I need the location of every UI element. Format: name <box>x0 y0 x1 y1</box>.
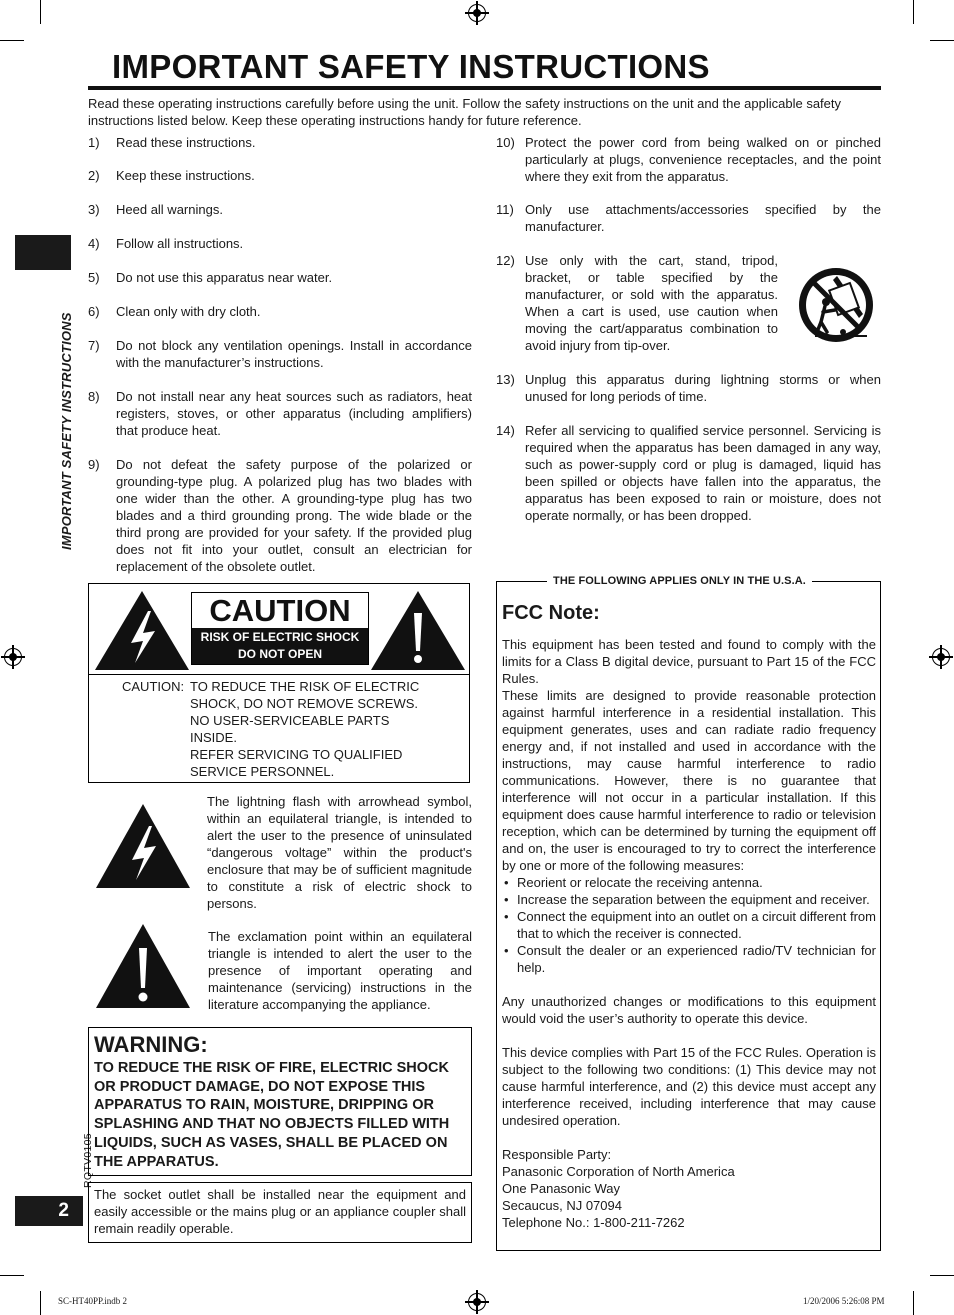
section-tab-block <box>15 235 71 270</box>
fcc-paragraph: This equipment has been tested and found to comply with the limits for a Class B digital device, pursuant to Part 15 of the FCC Rules. <box>502 637 876 686</box>
lightning-explanation: The lightning flash with arrowhead symbol, within an equilateral triangle, is intended to alert the user to the presence of uninsulated “dangerous voltage” within the product's enclosure that may be of sufficient magnitude to constitute a risk of electric shock to persons. <box>207 794 472 911</box>
footer-file-name: SC-HT40PP.indb 2 <box>58 1296 128 1306</box>
responsible-party-line: Responsible Party: <box>502 1147 612 1162</box>
fcc-paragraph: Any unauthorized changes or modifications to this equipment would void the user’s authority to operate this device. <box>502 994 876 1026</box>
caution-divider <box>89 674 469 675</box>
caution-line: INSIDE. <box>190 730 237 745</box>
caution-text <box>190 678 460 780</box>
item-text: Protect the power cord from being walked on or pinched particularly at plugs, convenience receptacles, and the point where they exit from the apparatus. <box>525 135 881 184</box>
item-text: Do not install near any heat sources such as radiators, heat registers, stoves, or other apparatus (including amplifiers) that produce heat. <box>116 389 472 438</box>
item-text: Use only with the cart, stand, tripod, bracket, or table specified by the manufacturer, or sold with the apparatus. When a cart is used, use caution when moving the cart/apparatus combination to avoid injury from tip-over. <box>525 253 778 353</box>
crop-mark <box>40 0 41 24</box>
item-number: 5) <box>88 270 100 285</box>
fcc-paragraph: These limits are designed to provide reasonable protection against harmful interference in a residential installation. This equipment generates, uses and can radiate radio frequency energy and, if not installed and used in accordance with the instructions, may cause harmful interference to radio communications. However, there is no guarantee that interference will not occur in a particular installation. If this equipment does cause harmful interference to radio or television reception, which can be determined by turning the equipment off and on, the user is encouraged to try to correct the interference by one or more of the following measures: <box>502 688 876 873</box>
caution-line: NO USER-SERVICEABLE PARTS <box>190 713 390 728</box>
item-number: 6) <box>88 304 100 319</box>
warning-box <box>88 1027 472 1176</box>
caution-word: CAUTION <box>209 593 351 628</box>
responsible-party-line: Panasonic Corporation of North America <box>502 1164 735 1179</box>
item-number: 9) <box>88 457 100 472</box>
lightning-triangle-icon <box>94 802 192 890</box>
item-number: 13) <box>496 372 515 387</box>
fcc-bullet: • Increase the separation between the equipment and receiver. <box>502 891 876 908</box>
responsible-party-line: Secaucus, NJ 07094 <box>502 1198 622 1213</box>
risk-line-2: DO NOT OPEN <box>192 647 368 664</box>
document-code: RQTV0105 <box>82 1133 94 1188</box>
item-number: 1) <box>88 135 100 150</box>
item-text: Clean only with dry cloth. <box>116 304 261 319</box>
warning-body: TO REDUCE THE RISK OF FIRE, ELECTRIC SHOCK OR PRODUCT DAMAGE, DO NOT EXPOSE THIS APPARATUS TO RAIN, MOISTURE, DRIPPING OR SPLASHING AND THAT NO OBJECTS FILLED WITH LIQUIDS, SUCH AS VASES, SHALL BE PLACED ON THE APPARATUS. <box>94 1060 450 1170</box>
item-number: 14) <box>496 423 515 438</box>
registration-mark-icon <box>4 648 22 666</box>
item-number: 12) <box>496 253 515 268</box>
fcc-body <box>502 636 876 1231</box>
cart-tipover-warning-icon <box>797 266 875 344</box>
intro-paragraph: Read these operating instructions carefully before using the unit. Follow the safety instructions on the unit and the applicable safety instructions listed below. Keep these operating instructions handy for future reference. <box>88 96 842 128</box>
item-text: Follow all instructions. <box>116 236 244 251</box>
item-text: Do not defeat the safety purpose of the polarized or grounding-type plug. A polarized plug has two blades with one wider than the other. A grounding-type plug has two blades and a third grounding prong. The wide blade or the third prong are provided for your safety. If the provided plug does not fit into your outlet, consult an electrician for replacement of the obsolete outlet. <box>116 457 472 574</box>
fcc-bullet: • Reorient or relocate the receiving antenna. <box>502 874 876 891</box>
fcc-title: FCC Note: <box>502 602 600 624</box>
item-number: 8) <box>88 389 100 404</box>
fcc-bullet: • Connect the equipment into an outlet on a circuit different from that to which the receiver is connected. <box>502 908 876 942</box>
item-text: Heed all warnings. <box>116 202 223 217</box>
risk-line-1: RISK OF ELECTRIC SHOCK <box>192 628 368 647</box>
crop-mark <box>40 1291 41 1315</box>
exclamation-triangle-icon <box>369 589 467 672</box>
title-rule <box>88 86 881 90</box>
registration-mark-icon <box>468 1293 486 1311</box>
crop-mark <box>930 40 954 41</box>
caution-box <box>88 583 470 783</box>
caution-line: SHOCK, DO NOT REMOVE SCREWS. <box>190 696 419 711</box>
exclamation-triangle-icon <box>94 922 192 1010</box>
caution-line: TO REDUCE THE RISK OF ELECTRIC <box>190 679 420 694</box>
responsible-party-line: Telephone No.: 1-800-211-7262 <box>502 1215 685 1230</box>
exclamation-explanation: The exclamation point within an equilateral triangle is intended to alert the user to the presence of important operating and maintenance (servicing) instructions in the literature accompanying the appliance. <box>208 929 472 1012</box>
page-title: IMPORTANT SAFETY INSTRUCTIONS <box>112 48 710 85</box>
registration-mark-icon <box>468 4 486 22</box>
socket-note: The socket outlet shall be installed near the equipment and easily accessible or the mains plug or an appliance coupler shall remain readily operable. <box>88 1182 472 1243</box>
caution-line: REFER SERVICING TO QUALIFIED <box>190 747 403 762</box>
item-number: 11) <box>496 202 514 217</box>
caution-label <box>191 592 369 665</box>
item-text: Unplug this apparatus during lightning storms or when unused for long periods of time. <box>525 372 881 404</box>
responsible-party-line: One Panasonic Way <box>502 1181 621 1196</box>
crop-mark <box>0 1275 24 1276</box>
fcc-box <box>496 575 881 1251</box>
item-number: 7) <box>88 338 100 353</box>
side-section-label: IMPORTANT SAFETY INSTRUCTIONS <box>59 312 74 550</box>
caution-line: SERVICE PERSONNEL. <box>190 764 335 779</box>
item-text: Read these instructions. <box>116 135 256 150</box>
crop-mark <box>930 1275 954 1276</box>
caution-text-label: CAUTION: <box>122 679 185 694</box>
crop-mark <box>0 40 24 41</box>
item-number: 4) <box>88 236 100 251</box>
item-text: Keep these instructions. <box>116 168 255 183</box>
fcc-header: THE FOLLOWING APPLIES ONLY IN THE U.S.A. <box>547 575 812 587</box>
registration-mark-icon <box>932 648 950 666</box>
fcc-bullet: • Consult the dealer or an experienced radio/TV technician for help. <box>502 942 876 976</box>
fcc-paragraph: This device complies with Part 15 of the FCC Rules. Operation is subject to the following two conditions: (1) This device may not cause harmful interference, and (2) this device must accept any interference received, including interference that may cause undesired operation. <box>502 1045 876 1128</box>
lightning-triangle-icon <box>93 589 191 672</box>
item-number: 3) <box>88 202 100 217</box>
item-text: Only use attachments/accessories specified by the manufacturer. <box>525 202 881 234</box>
crop-mark <box>913 0 914 24</box>
item-text: Refer all servicing to qualified service personnel. Servicing is required when the apparatus has been damaged in any way, such as power-supply cord or plug is damaged, liquid has been spilled or objects have fallen into the apparatus, the apparatus has been exposed to rain or moisture, does not operate normally, or has been dropped. <box>525 423 881 523</box>
item-number: 2) <box>88 168 100 183</box>
item-text: Do not use this apparatus near water. <box>116 270 333 285</box>
page-number: 2 <box>15 1196 83 1226</box>
footer-timestamp: 1/20/2006 5:26:08 PM <box>803 1296 885 1306</box>
crop-mark <box>913 1291 914 1315</box>
item-number: 10) <box>496 135 515 150</box>
item-text: Do not block any ventilation openings. Install in accordance with the manufacturer’s instructions. <box>116 338 472 370</box>
warning-title: WARNING: <box>94 1032 208 1057</box>
